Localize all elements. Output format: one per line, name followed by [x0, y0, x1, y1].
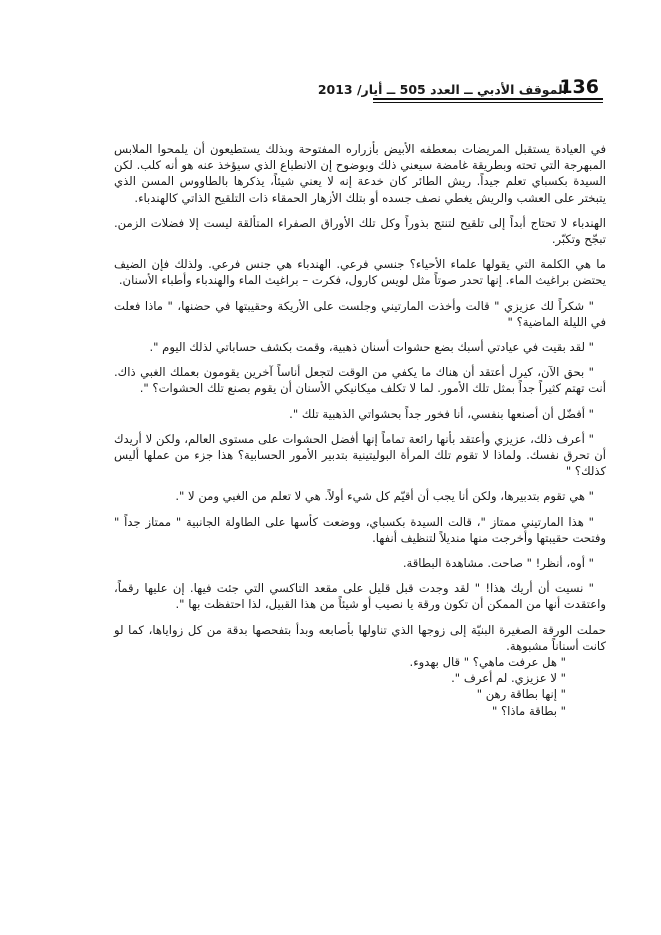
dialog-line: " إنها بطاقة رهن " [476, 687, 566, 702]
paragraph: " أوه، أنظر! " صاحت. مشاهدة البطاقة. [402, 556, 594, 571]
paragraph: " لقد بقيت في عيادتي أسبك بضع حشوات أسنان ذهبية، وقمت بكشف حساباتي لذلك اليوم ". [149, 340, 594, 355]
dialog-line: " هل عرفت ماهي؟ " قال بهدوء. [409, 655, 566, 670]
paragraph: " أعرف ذلك، عزيزي وأعتقد بأنها رائعة تماماً إنها أفضل الحشوات على مستوى العالم، ولكن لا أريدك أن تحرق نفسك. ولماذا لا تقوم تلك المرأة البوليتينية بتدبير الأمور الحسابية؟ هذا جزء من عملها أليس كذلك؟ " [114, 431, 606, 479]
dialog-line: " لا عزيزي. لم أعرف ". [451, 671, 566, 686]
header-rule [373, 98, 603, 100]
dialog-line: " بطاقة ماذا؟ " [491, 703, 566, 718]
article-body [114, 141, 606, 719]
paragraph: " بحق الآن، كيرل أعتقد أن هناك ما يكفي من الوقت لتجعل أناساً آخرين يقومون بعملك الغبي ذاك. أنت تهتم كثيراً جداً بمثل تلك الأمور. لما لا تكلف ميكانيكي الأسنان أن يقوم بصنع تلك الحشوات؟ ". [114, 365, 606, 396]
paragraph: في العيادة يستقبل المريضات بمعطفه الأبيض بأزراره المفتوحة وبذلك يستطيعون أن يلمحوا الملابس المبهرجة التي تحته وبطريقة غامضة سيعني ذلك وبوضوح إن الانطباع الذي سيؤخذ عنه هو أنه كلب. لكن السيدة بكسباي تعلم جيداً. ريش الطائر كان خدعة إنه لا يعني شيئاً، يذكرها بالطاووس المسن الذي يتبختر على العشب والريش يغطي نصف جسده أو بتلك الأزهار الحمقاء ذات التلقيح الذاتي كالهندباء. [114, 142, 606, 205]
paragraph: حملت الورقة الصغيرة البنيّة إلى زوجها الذي تناولها بأصابعه وبدأ بتفحصها بدقة من كل زواياها، كما لو كانت أسناناً مشبوهة. [114, 622, 606, 653]
paragraph: " أفضّل أن أصنعها بنفسي، أنا فخور جداً بحشواتي الذهبية تلك ". [289, 406, 594, 421]
paragraph: " نسيت أن أريك هذا! " لقد وجدت قبل قليل على مقعد التاكسي التي جئت فيها. إن عليها رقماً، واعتقدت أنها من الممكن أن تكون ورقة يا نصيب أو شيئاً من هذا القبيل، لذا احتفظت بها ". [114, 581, 606, 612]
paragraph: ما هي الكلمة التي يقولها علماء الأحياء؟ جنسي فرعي. الهندباء هي جنس فرعي. ولذلك فإن الضيف يحتضن براغيث الماء. إنها تحدر صوتاً مثل لويس كارول، فكرت – براغيث الماء والهندباء وأطباء الأسنان. [114, 257, 606, 288]
page-number: 136 [559, 76, 599, 98]
header-rule-thin [373, 102, 603, 103]
paragraph: " شكراً لك عزيزي " قالت وأخذت المارتيني وجلست على الأريكة وحقيبتها في حضنها، " ماذا فعلت في الليلة الماضية؟ " [114, 298, 606, 329]
paragraph: " هذا المارتيني ممتاز "، قالت السيدة بكسباي، ووضعت كأسها على الطاولة الجانبية " ممتاز جداً " وفتحت حقيبتها وأخرجت منها منديلاً لتنظيف أنفها. [114, 514, 606, 545]
paragraph: " هي تقوم بتدبيرها، ولكن أنا يجب أن أقيّم كل شيء أولاً. هي لا تعلم من الغبي ومن لا ". [175, 489, 594, 504]
running-title: الموقف الأدبي ــ العدد 505 ــ أيار/ 2013 [317, 82, 567, 97]
paragraph: الهندباء لا تحتاج أبداً إلى تلقيح لتنتج بذوراً وكل تلك الأوراق الصفراء المتألقة ليست إلا فضلات الزمن. تبجّح وتكبّر. [114, 215, 606, 247]
page-header [317, 76, 603, 102]
